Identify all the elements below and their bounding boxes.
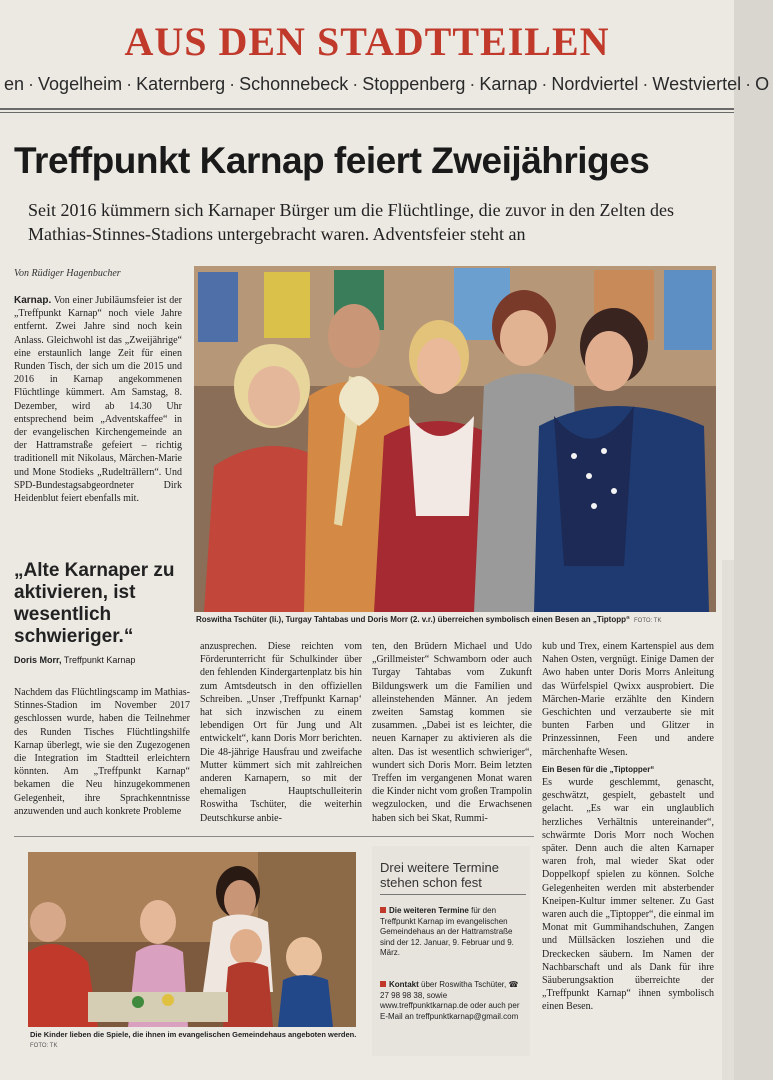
photo-credit: FOTO: TK <box>634 618 662 624</box>
district-name: O <box>755 74 770 94</box>
quote-author-name: Doris Morr, <box>14 655 62 665</box>
district-separator: · <box>541 74 548 94</box>
info-box-contact <box>380 980 528 1022</box>
article-headline: Treffpunkt Karnap feiert Zweijähriges <box>14 140 650 181</box>
district-separator: · <box>469 74 476 94</box>
section-title: AUS DEN STADTTEILEN <box>124 19 610 64</box>
small-photo-credit: FOTO: TK <box>30 1043 58 1049</box>
pull-quote: „Alte Karnaper zu aktivieren, ist wesentlich schwieriger.“ <box>14 560 175 647</box>
top-rule <box>0 108 734 110</box>
district-separator: · <box>126 74 133 94</box>
info-box <box>372 846 530 1056</box>
district-name: en <box>4 74 25 94</box>
info-box-dates <box>380 906 528 959</box>
dates-text: für den Treffpunkt Karnap im evangelischen Gemeindehaus an der Hattramstraße sind der 12. Januar, 9. Februar und 9. März. <box>380 906 514 957</box>
top-rule-thin <box>0 112 734 113</box>
red-square-icon <box>380 907 386 913</box>
children-photo-caption <box>30 1030 360 1051</box>
district-name: Karnap <box>479 74 538 94</box>
contact-label: Kontakt <box>389 980 419 989</box>
info-box-title: Drei weitere Termine stehen schon fest <box>380 860 499 890</box>
red-square-icon <box>380 981 386 987</box>
district-name: Stoppenberg <box>362 74 466 94</box>
district-separator: · <box>745 74 752 94</box>
lead-paragraph <box>14 294 182 505</box>
fold-divider <box>14 836 534 837</box>
byline: Von Rüdiger Hagenbucher <box>14 268 121 279</box>
caption-text: Roswitha Tschüter (li.), Turgay Tahtabas und Doris Morr (2. v.r.) überreichen symbolisch einen Besen an „Tiptopp“ <box>196 615 630 624</box>
article-column-1: Nachdem das Flüchtlingscamp im Mathias-Stinnes-Stadion im November 2017 geschlossen wurde, haben die Teilnehmer des Runden Tisches Flüchtlingshilfe Karnap überlegt, wie sie den Zugezogenen die Integration im Stadtteil erleichtern könnten. Am „Treffpunkt Karnap“ bekamen die Neu hinzugekommenen Gelegenheit, ihre Sprachkenntnisse anzuwenden und auch konkrete Probleme <box>14 687 190 817</box>
small-caption-text: Die Kinder lieben die Spiele, die ihnen im evangelischen Gemeindehaus angeboten werden. <box>30 1030 357 1039</box>
dates-label: Die weiteren Termine <box>389 906 469 915</box>
column-4-subhead: Ein Besen für die „Tiptopper“ <box>542 764 655 774</box>
article-column-2: anzusprechen. Diese reichten vom Förderunterricht für Schulkinder über den fehlenden Kindergartenplatz bis hin zum Amtsdeutsch in den offiziellen Schreiben. „Unser ‚Treffpunkt Karnap‘ hat sich inzwischen zu einem lebendigen Ort für Jung und Alt entwickelt“, kann Doris Morr berichten. Die 48-jährige Hausfrau und zweifache Mutter kümmert sich mit zahlreichen anderen Karnapern, so mit der ehemaligen Hauptschulleiterin Roswitha Tschüter, die weiterhin Deutschkurse anbie- <box>200 641 362 824</box>
contact-text: über Roswitha Tschüter, ☎ 27 98 98 38, sowie www.treffpunktkarnap.de oder auch per E-Mail an treffpunktkarnap@gmail.com <box>380 980 520 1021</box>
article-column-4 <box>542 640 714 1014</box>
adjacent-article-edge <box>722 560 734 1080</box>
column-4-continuation: Es wurde geschlemmt, genascht, geschwätzt, gespielt, gebastelt und gelacht. „Es war ein unglaublich herzliches Verhältnis untereinander“, schwärmte Doris Morr noch Wochen später. Denn auch die alten Karnaper waren froh, mal wieder Skat oder Doppelkopf spielen zu können. Solche Gelegenheiten werden mit absterbender Kneipen-Kultur immer seltener. Zu Gast waren auch die „Tiptopper“, die einmal im Monat mit Gummihandschuhen, Zangen und Müllsäcken losziehen und die Dreckecken säubern. Im Namen der Nachbarschaft und als Dank für ihre Säuberungsaktion überreichte der „Treffpunkt Karnap“ ihnen symbolisch einen Besen. <box>542 777 714 1013</box>
column-4-text: kub und Trex, einem Kartenspiel aus dem Nahen Osten, vergnügt. Einige Damen der Awo haben unter Doris Morrs Anleitung das Würfelspiel Qwixx ausprobiert. Die Märchen-Marie erzählte den Kindern Geschichten und verzauberte sie mit bunten Farben und Glitzer in Prinzessinnen, Feen und andere märchenhafte Wesen. <box>542 641 714 758</box>
district-separator: · <box>642 74 649 94</box>
children-photo <box>28 852 356 1027</box>
quote-author <box>14 655 135 665</box>
lead-text: Von einer Jubiläumsfeier ist der „Treffpunkt Karnap“ noch viele Jahre entfernt. Zwei Jahre sind noch kein Anlass. Gleichwohl ist das „Zweijährige“ eine erstaunlich lange Zeit für einen Runden Tisch, der sich um die 2015 und 2016 in Karnap angekommenen Flüchtlinge kümmert. Am Samstag, 8. Dezember, wird ab 14.30 Uhr entsprechend beim „Adventskaffee“ in der evangelischen Kirchengemeinde an der Hattramstraße gefeiert – richtig traditionell mit Nikolaus, Märchen-Marie und Mone Stodieks „Rudelträllern“. Und SPD-Bundestagsabgeordneter Dirk Heidenblut feiert ebenfalls mit. <box>14 295 182 505</box>
article-subheadline: Seit 2016 kümmern sich Karnaper Bürger um die Flüchtlinge, die zuvor in den Zelten des Mathias-Stinnes-Stadions untergebracht waren. Adventsfeier steht an <box>28 200 675 244</box>
district-bar <box>0 74 770 95</box>
district-separator: · <box>352 74 359 94</box>
district-separator: · <box>28 74 35 94</box>
main-photo <box>194 266 716 612</box>
district-name: Vogelheim <box>38 74 123 94</box>
district-name: Schonnebeck <box>239 74 349 94</box>
district-name: Nordviertel <box>551 74 639 94</box>
children-photo-illustration <box>28 852 356 1027</box>
group-photo-illustration <box>194 266 716 612</box>
district-name: Westviertel <box>652 74 742 94</box>
district-separator: · <box>229 74 236 94</box>
article-column-3: ten, den Brüdern Michael und Udo „Grillmeister“ Schwamborn oder auch Turgay Tahtabas vom Zukunft Bildungswerk um die Familien und alleinstehenden Männer. An jedem zweiten Samstag kommen sie zusammen. „Dabei ist es leichter, die neuen Karnaper zu aktivieren als die alten. Das ist wesentlich schwieriger“, wundert sich Doris Morr. Beim letzten Treffen im vergangenen Monat waren die Kinder nicht vom großen Trampolin wegzulocken, und die Erwachsenen haben sich bei Skat, Rummi- <box>372 641 532 824</box>
main-photo-caption <box>196 615 716 624</box>
quote-author-role: Treffpunkt Karnap <box>63 655 136 665</box>
lead-location: Karnap. <box>14 295 52 306</box>
info-box-rule <box>380 894 526 895</box>
district-name: Katernberg <box>136 74 226 94</box>
